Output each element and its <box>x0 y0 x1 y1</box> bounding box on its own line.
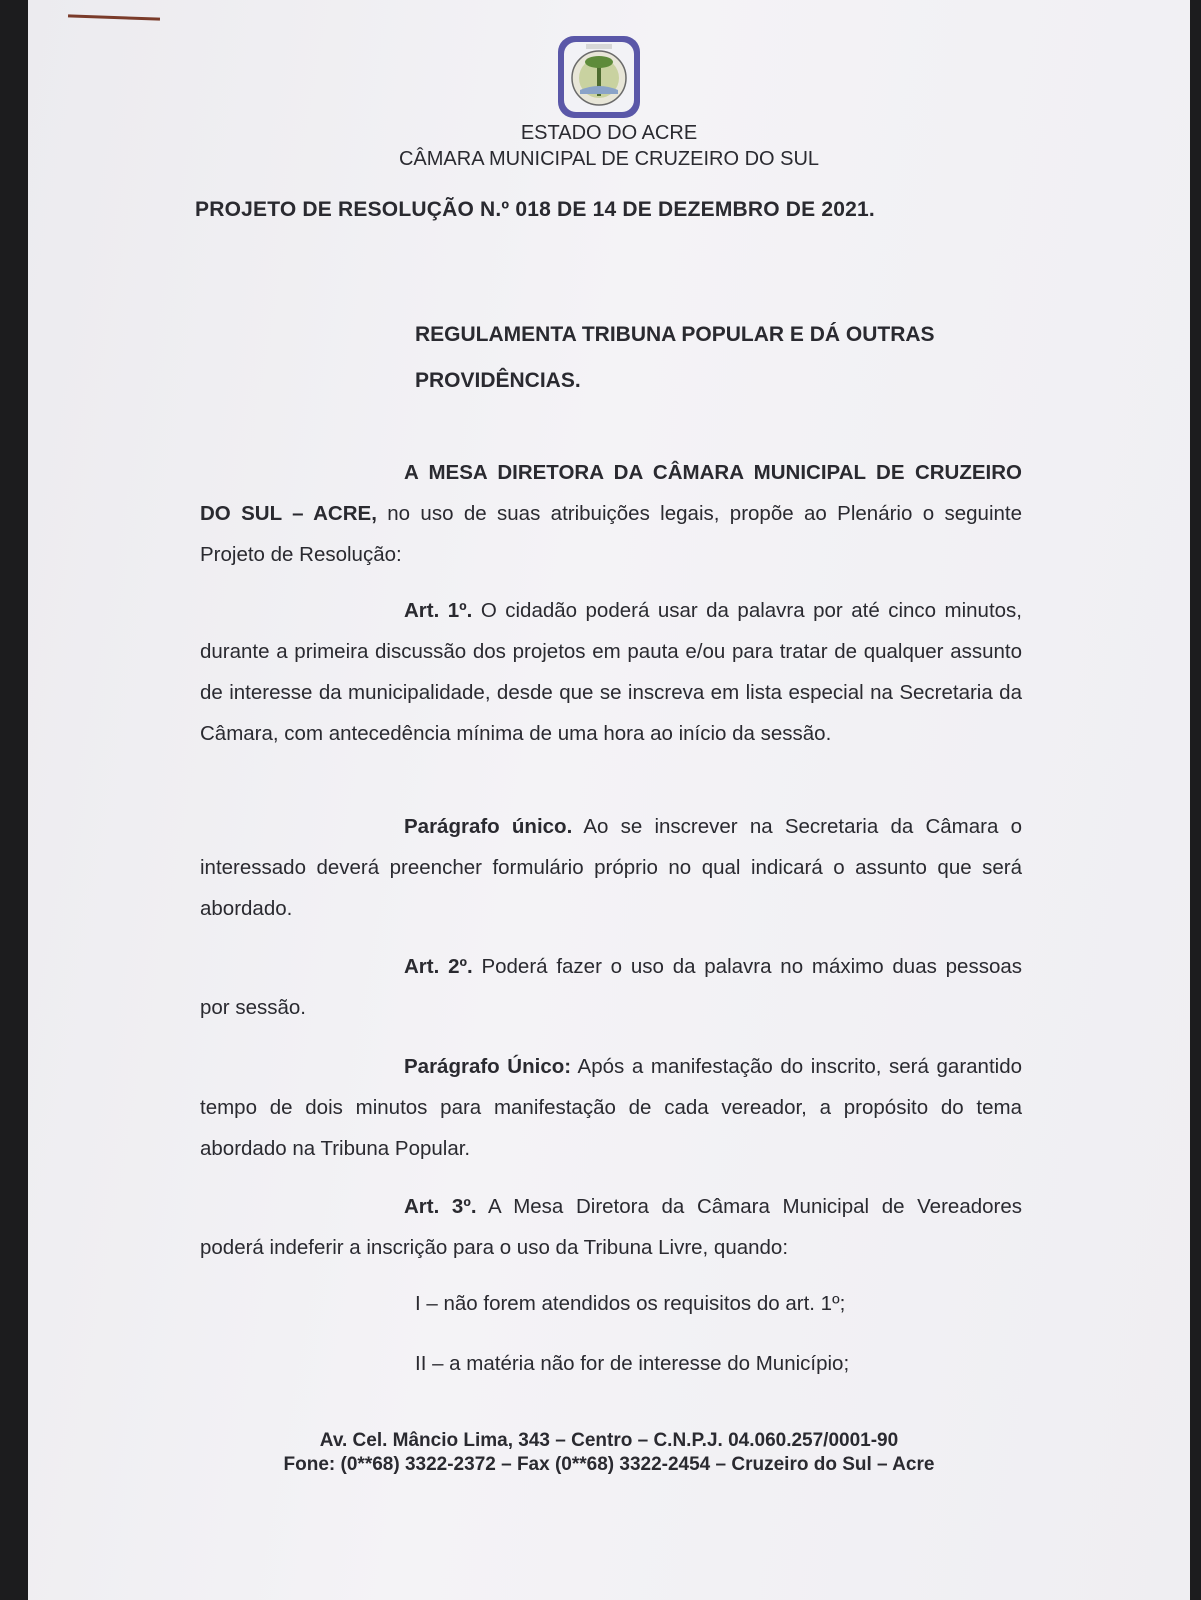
footer-address: Av. Cel. Mâncio Lima, 343 – Centro – C.N.P.J. 04.060.257/0001-90 <box>319 1430 899 1451</box>
article-1 <box>200 590 1022 754</box>
article-2-sole-paragraph <box>200 1046 1022 1169</box>
preamble-text: no uso de suas atribuições legais, propõe ao Plenário o seguinte Projeto de Resolução: <box>200 502 1023 566</box>
article-2 <box>200 946 1022 1028</box>
preamble-paragraph <box>200 452 1022 575</box>
article-1-sole-paragraph-text: Ao se inscrever na Secretaria da Câmara o interessado deverá preencher formulário próprio no qual indicará o assunto que será abordado. <box>200 815 1022 920</box>
preamble-lead: A MESA DIRETORA DA CÂMARA MUNICIPAL DE CRUZEIRO DO SUL – ACRE, <box>200 461 1022 525</box>
article-1-sole-paragraph-label: Parágrafo único. <box>404 815 573 838</box>
header-chamber: CÂMARA MUNICIPAL DE CRUZEIRO DO SUL <box>398 148 820 170</box>
list-item: II – a matéria não for de interesse do Município; <box>415 1352 850 1375</box>
article-2-sole-paragraph-label: Parágrafo Único: <box>404 1055 572 1078</box>
article-1-label: Art. 1º. <box>404 599 473 622</box>
document-title: PROJETO DE RESOLUÇÃO N.º 018 DE 14 DE DEZEMBRO DE 2021. <box>195 198 875 221</box>
article-2-label: Art. 2º. <box>404 955 473 978</box>
municipal-seal-icon <box>556 34 642 120</box>
article-3-text: A Mesa Diretora da Câmara Municipal de Vereadores poderá indeferir a inscrição para o uso da Tribuna Livre, quando: <box>200 1195 1022 1259</box>
list-item: I – não forem atendidos os requisitos do art. 1º; <box>415 1292 846 1315</box>
article-1-text: O cidadão poderá usar da palavra por até cinco minutos, durante a primeira discussão dos projetos em pauta e/ou para tratar de qualquer assunto de interesse da municipalidade, desde que se inscreva em lista especial na Secretaria da Câmara, com antecedência mínima de uma hora ao início da sessão. <box>200 599 1022 745</box>
footer-phone: Fone: (0**68) 3322-2372 – Fax (0**68) 3322-2454 – Cruzeiro do Sul – Acre <box>283 1454 935 1475</box>
article-2-sole-paragraph-text: Após a manifestação do inscrito, será garantido tempo de dois minutos para manifestação de cada vereador, a propósito do tema abordado na Tribuna Popular. <box>200 1055 1022 1160</box>
article-1-sole-paragraph <box>200 806 1022 929</box>
article-3 <box>200 1186 1022 1268</box>
article-2-text: Poderá fazer o uso da palavra no máximo duas pessoas por sessão. <box>200 955 1022 1019</box>
pen-mark <box>68 14 160 20</box>
header-state: ESTADO DO ACRE <box>520 122 698 144</box>
ementa: REGULAMENTA TRIBUNA POPULAR E DÁ OUTRAS PROVIDÊNCIAS. <box>415 323 935 392</box>
article-3-label: Art. 3º. <box>404 1195 477 1218</box>
document-page <box>28 0 1190 1600</box>
